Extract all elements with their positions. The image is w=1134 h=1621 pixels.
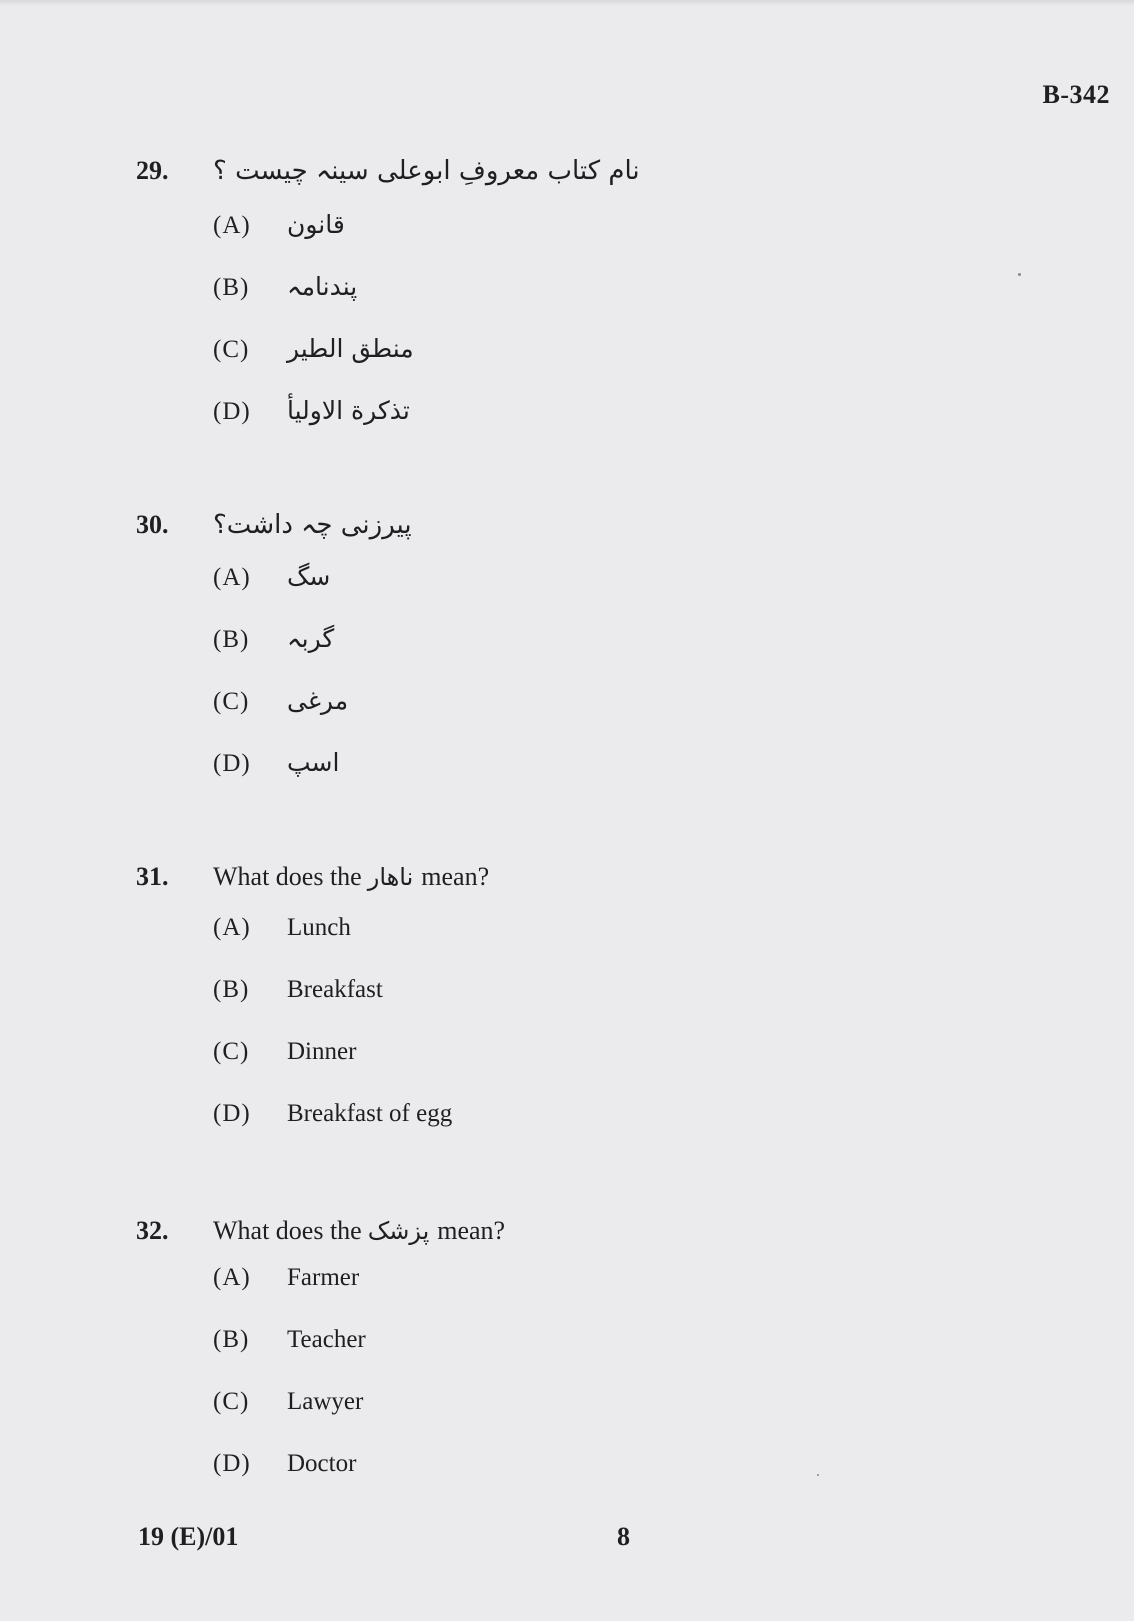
option-text: Dinner	[287, 1038, 357, 1065]
option-letter: (C)	[213, 688, 250, 715]
question-text	[213, 1216, 505, 1246]
option-b[interactable]	[213, 1326, 1036, 1388]
option-text: Doctor	[287, 1450, 357, 1477]
paper-code: B-342	[1042, 80, 1110, 109]
question-number: 29.	[136, 156, 169, 185]
option-letter: (B)	[213, 1326, 250, 1353]
option-text: منطق الطیر	[287, 334, 414, 363]
option-letter: (C)	[213, 1038, 250, 1065]
option-letter: (B)	[213, 626, 250, 653]
page-number: 8	[617, 1522, 630, 1551]
question-urdu-word: ناھار	[367, 863, 414, 891]
option-letter: (A)	[213, 914, 251, 941]
option-text: Breakfast	[287, 976, 383, 1003]
question-32	[136, 1216, 1036, 1512]
footer-series-code: 19 (E)/01	[138, 1522, 239, 1551]
option-text: گربہ	[287, 624, 335, 653]
option-text: اسپ	[287, 748, 340, 777]
option-letter: (A)	[213, 212, 251, 239]
option-text: مرغی	[287, 686, 349, 715]
option-text: Lawyer	[287, 1388, 364, 1415]
option-d[interactable]	[213, 396, 1036, 458]
option-a[interactable]	[213, 562, 1036, 624]
question-urdu-word: پزشک	[367, 1217, 430, 1245]
options-list	[213, 1264, 1036, 1512]
option-c[interactable]	[213, 1388, 1036, 1450]
option-d[interactable]	[213, 1100, 1036, 1162]
question-prefix: What does the	[213, 1216, 362, 1245]
options-list	[213, 914, 1036, 1162]
option-b[interactable]	[213, 272, 1036, 334]
question-31	[136, 862, 1036, 1162]
question-number: 32.	[136, 1216, 169, 1245]
option-a[interactable]	[213, 914, 1036, 976]
option-letter: (D)	[213, 1450, 251, 1477]
option-letter: (B)	[213, 976, 250, 1003]
option-a[interactable]	[213, 210, 1036, 272]
question-text: نام کتاب معروفِ ابوعلی سینہ چیست ؟	[213, 156, 640, 186]
option-letter: (C)	[213, 336, 250, 363]
question-suffix: mean?	[437, 1216, 506, 1245]
option-letter: (D)	[213, 398, 251, 425]
option-letter: (A)	[213, 1264, 251, 1291]
question-number: 30.	[136, 510, 169, 539]
option-letter: (A)	[213, 564, 251, 591]
option-text: Teacher	[287, 1326, 366, 1353]
option-text: سگ	[287, 562, 331, 591]
option-letter: (C)	[213, 1388, 250, 1415]
options-list	[213, 562, 1036, 810]
option-letter: (B)	[213, 274, 250, 301]
question-30	[136, 510, 1036, 810]
question-prefix: What does the	[213, 862, 362, 891]
option-text: پندنامہ	[287, 272, 358, 301]
option-c[interactable]	[213, 686, 1036, 748]
question-text: پیرزنی چہ داشت؟	[213, 510, 412, 540]
option-c[interactable]	[213, 1038, 1036, 1100]
option-text: تذکرة الاولیأ	[287, 396, 410, 425]
option-text: Breakfast of egg	[287, 1100, 453, 1127]
options-list	[213, 210, 1036, 458]
page-top-edge	[0, 0, 1134, 6]
option-letter: (D)	[213, 1100, 251, 1127]
option-text: قانون	[287, 210, 345, 239]
option-letter: (D)	[213, 750, 251, 777]
question-number: 31.	[136, 862, 169, 891]
question-29	[136, 156, 1036, 458]
option-a[interactable]	[213, 1264, 1036, 1326]
option-d[interactable]	[213, 1450, 1036, 1512]
option-c[interactable]	[213, 334, 1036, 396]
option-b[interactable]	[213, 624, 1036, 686]
option-b[interactable]	[213, 976, 1036, 1038]
option-text: Farmer	[287, 1264, 360, 1291]
question-text	[213, 862, 489, 892]
option-d[interactable]	[213, 748, 1036, 810]
option-text: Lunch	[287, 914, 351, 941]
question-suffix: mean?	[421, 862, 490, 891]
